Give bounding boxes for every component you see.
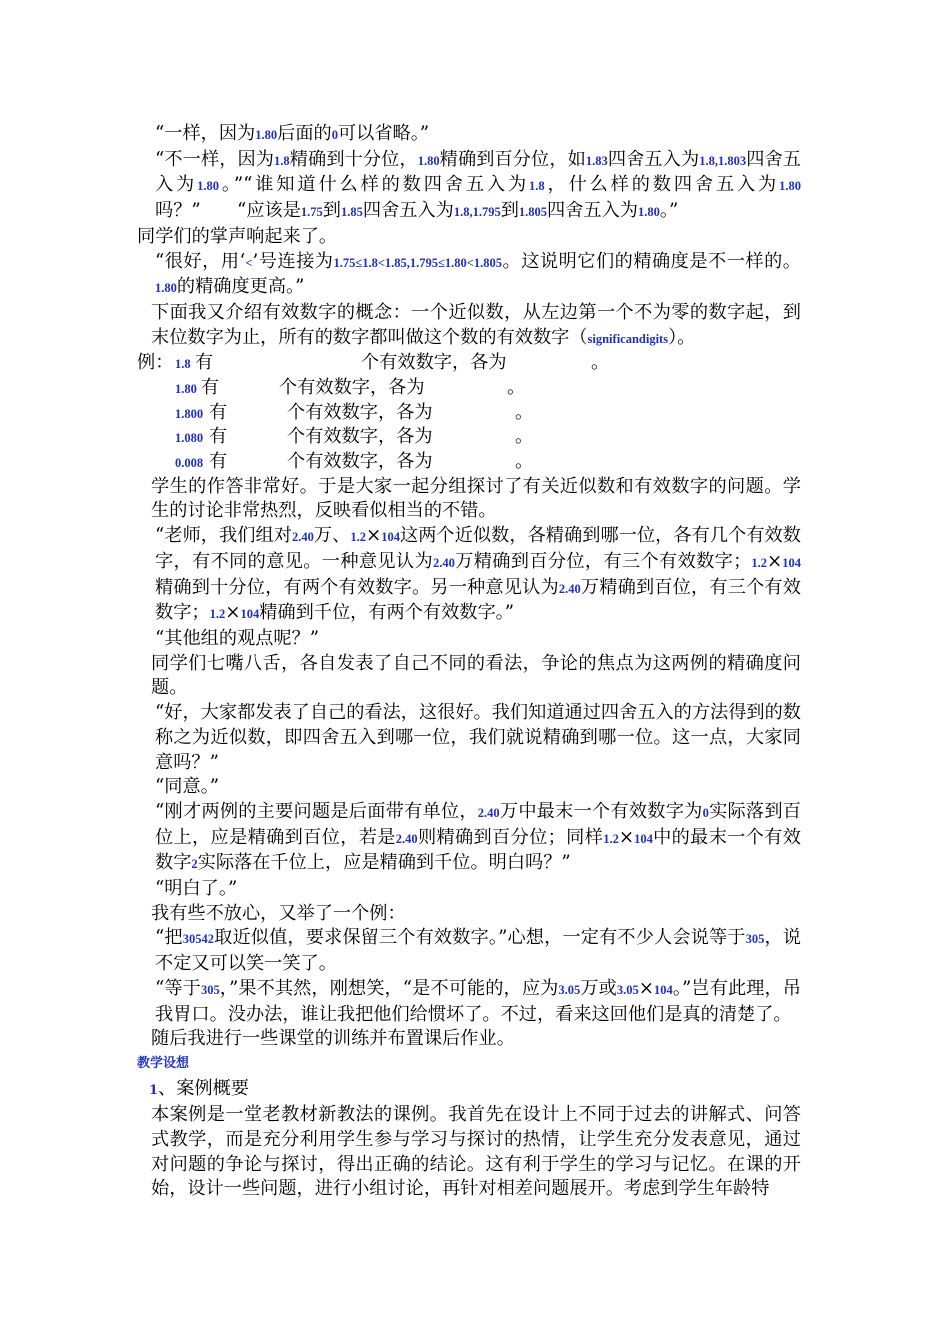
number: 1.80 bbox=[175, 382, 197, 397]
text: 个有效数字，各为 bbox=[287, 401, 433, 423]
text: 。 bbox=[515, 426, 534, 448]
paragraph-16 bbox=[137, 977, 801, 1027]
paragraph-2 bbox=[137, 148, 801, 225]
text: ’号连接为 bbox=[252, 250, 334, 272]
number: 3.05 bbox=[558, 982, 581, 997]
paragraph-14: 我有些不放心，又举了一个例： bbox=[151, 902, 406, 924]
number: 1.8,1.795 bbox=[453, 205, 501, 220]
text: 精确到百分位，如 bbox=[439, 148, 586, 170]
text: 。 bbox=[515, 401, 534, 423]
text: 四舍五入为 bbox=[607, 148, 700, 170]
number: 30542 bbox=[182, 932, 214, 947]
example-row bbox=[137, 351, 801, 376]
text: 实际落到百位上，应是精确到百位，若是 bbox=[155, 800, 801, 848]
number: 1.8 bbox=[529, 179, 545, 194]
text: 。这说明它们的精确度是不一样的。 bbox=[502, 250, 801, 272]
text: “一样，因为 bbox=[155, 123, 256, 144]
paragraph-13: “明白了。” bbox=[155, 878, 238, 900]
text: 万中最末一个有效数字为 bbox=[499, 800, 703, 822]
text: 个有效数字，各为 bbox=[361, 352, 507, 374]
number: 1.80 bbox=[255, 128, 278, 142]
times-sign: × bbox=[365, 525, 382, 547]
text: 个有效数字，各为 bbox=[287, 451, 433, 473]
paragraph-8: “其他组的观点呢？” bbox=[155, 627, 320, 649]
number: 1.80 bbox=[197, 179, 219, 194]
number: 3.05 bbox=[616, 982, 639, 997]
text: 的精确度更高。” bbox=[176, 276, 305, 298]
text: 四舍五入为 bbox=[547, 200, 638, 222]
text: 。 bbox=[515, 451, 534, 473]
paragraph-12 bbox=[137, 800, 801, 877]
paragraph-5 bbox=[137, 301, 801, 351]
number: 2.40 bbox=[291, 530, 314, 545]
text: “很好，用‘ bbox=[155, 250, 246, 272]
number: 1.8 bbox=[175, 357, 191, 372]
number: 1.85 bbox=[341, 205, 363, 220]
paragraph-18: 本案例是一堂老教材新教法的课例。我首先在设计上不同于过去的讲解式、问答式教学，而是充分利用学生参与学习与探讨的热情，让学生充分发表意见，通过对问题的争论与探讨，得出正确的结论。这有利于学生的学习与记忆。在课的开始，设计一些问题，进行小组讨论，再针对相差问题展开。考虑到学生年龄特 bbox=[151, 1104, 801, 1200]
text: “不一样，因为 bbox=[155, 148, 275, 170]
number: 2 bbox=[191, 857, 198, 872]
number: 1.75≤1.8<1.85,1.795≤1.80<1.805 bbox=[333, 255, 503, 270]
text: 个有效数字，各为 bbox=[287, 426, 433, 448]
number: 2.40 bbox=[432, 555, 455, 570]
number: 0 bbox=[331, 128, 338, 142]
number: 1.8 bbox=[274, 153, 290, 168]
text: 。” bbox=[659, 200, 679, 222]
paragraph-7 bbox=[137, 524, 801, 627]
text: 例： bbox=[137, 352, 174, 374]
number: 1.805 bbox=[518, 205, 548, 220]
number: 1.2 bbox=[350, 530, 366, 545]
number: 1.080 bbox=[175, 431, 204, 446]
number: 104 bbox=[240, 607, 260, 622]
document-body bbox=[137, 122, 801, 1202]
text: 可以省略。” bbox=[337, 123, 430, 144]
text: 四舍五入为 bbox=[155, 148, 801, 196]
text: 精确到十分位， bbox=[289, 148, 418, 170]
times-sign: × bbox=[225, 602, 241, 624]
number: 0 bbox=[702, 805, 709, 820]
number: < bbox=[245, 255, 253, 270]
number: 1 bbox=[149, 1082, 159, 1098]
text: 、案例概要 bbox=[158, 1077, 249, 1099]
paragraph-10: “好，大家都发表了自己的看法，这很好。我们知道通过四舍五入的方法得到的数称之为近似数，即四舍五入到哪一位，我们就说精确到哪一位。这一点，大家同意吗？” bbox=[155, 702, 801, 773]
text: 取近似值，要求保留三个有效数字。”心想，一定有不少人会说等于 bbox=[214, 927, 746, 949]
number: 1.75 bbox=[300, 205, 323, 220]
number: 104 bbox=[381, 530, 400, 545]
text: “等于 bbox=[155, 977, 201, 999]
text: 。 bbox=[591, 352, 610, 374]
text: 到 bbox=[322, 200, 341, 222]
number: 2.40 bbox=[558, 581, 581, 596]
number: 1.80 bbox=[417, 153, 440, 168]
example-row bbox=[137, 401, 801, 426]
text: 。”岂有此理，吊我胃口。没办法，谁让我把他们给惯坏了。不过，看来这回他们是真的清楚了。 bbox=[155, 977, 801, 1025]
text: ，说不定又可以笑一笑了。 bbox=[155, 927, 801, 975]
subsection-title bbox=[137, 1077, 801, 1104]
text: ，”果不其然，刚想笑，“是不可能的，应为 bbox=[219, 977, 559, 999]
number: 2.40 bbox=[395, 831, 418, 846]
number: 305 bbox=[745, 932, 765, 947]
text: 有 bbox=[209, 451, 228, 473]
number: 305 bbox=[200, 982, 220, 997]
text: 有 bbox=[201, 377, 220, 399]
text: 则精确到百分位；同样 bbox=[417, 826, 604, 848]
text: 实际落在千位上，应是精确到千位。明白吗？” bbox=[197, 852, 571, 874]
number: 1.80 bbox=[637, 205, 660, 220]
number: 1.80 bbox=[779, 179, 801, 194]
text: “把 bbox=[155, 927, 183, 949]
times-sign: × bbox=[767, 550, 783, 572]
number: 1.800 bbox=[175, 406, 204, 421]
text: 有 bbox=[209, 401, 228, 423]
example-row bbox=[137, 376, 801, 401]
number: 1.83 bbox=[585, 153, 608, 168]
paragraph-17: 随后我进行一些课堂的训练并布置课后作业。 bbox=[151, 1028, 515, 1050]
section-heading: 教学设想 bbox=[137, 1055, 190, 1071]
times-sign: × bbox=[638, 977, 655, 999]
text: “刚才两例的主要问题是后面带有单位， bbox=[155, 800, 478, 822]
text: 精确到十分位，有两个有效数字。另一种意见认为 bbox=[155, 576, 559, 598]
text: 万、 bbox=[313, 525, 351, 547]
paragraph-9: 同学们七嘴八舌，各自发表了自己不同的看法，争论的焦点为这两例的精确度问题。 bbox=[151, 652, 801, 699]
text: 到 bbox=[500, 200, 519, 222]
text: ）。 bbox=[668, 326, 696, 348]
text: 有 bbox=[209, 426, 228, 448]
text: 下面我又介绍有效数字的概念：一个近似数，从左边第一个不为零的数字起，到末位数字为止，所有的数字都叫做这个数的有效数字（ bbox=[151, 301, 801, 348]
text: 万或 bbox=[580, 977, 617, 999]
number: 104 bbox=[654, 982, 673, 997]
example-row bbox=[137, 425, 801, 450]
text: 个有效数字，各为 bbox=[279, 377, 425, 399]
example-row bbox=[137, 450, 801, 475]
number: 1.2 bbox=[209, 607, 226, 622]
text: 中的最末一个有效数字 bbox=[155, 826, 801, 874]
number: significandigits bbox=[587, 331, 669, 346]
number: 1.80 bbox=[155, 281, 177, 296]
text: 。 bbox=[507, 377, 526, 399]
number: 2.40 bbox=[477, 805, 500, 820]
text: 万精确到百分位，有三个有效数字； bbox=[454, 550, 752, 572]
text: 精确到千位，有两个有效数字。” bbox=[259, 602, 515, 624]
paragraph-3: 同学们的掌声响起来了。 bbox=[137, 225, 338, 247]
text: “老师，我们组对 bbox=[155, 525, 292, 547]
text: 吗？” “应该是 bbox=[155, 200, 301, 222]
text: 后面的 bbox=[277, 123, 332, 144]
number: 0.008 bbox=[175, 456, 204, 471]
text: ，什么样的数四舍五入为 bbox=[544, 174, 780, 196]
text: 有 bbox=[195, 352, 214, 374]
text: 万精确到百位，有三个有效数字； bbox=[155, 576, 801, 624]
paragraph-11: “同意。” bbox=[155, 776, 220, 798]
text: 这两个近似数，各精确到哪一位，各有几个有效数字，有不同的意见。一种意见认为 bbox=[155, 525, 801, 572]
paragraph-6: 学生的作答非常好。于是大家一起分组探讨了有关近似数和有效数字的问题。学生的讨论非常热烈，反映看似相当的不错。 bbox=[151, 475, 801, 522]
number: 1.8,1.803 bbox=[699, 153, 747, 168]
text: 四舍五入为 bbox=[362, 200, 454, 222]
number: 104 bbox=[782, 555, 801, 570]
text: 。”“谁知道什么样的数四舍五入为 bbox=[219, 174, 530, 196]
number: 1.2 bbox=[751, 555, 767, 570]
paragraph-1 bbox=[137, 122, 801, 148]
paragraph-4 bbox=[137, 250, 801, 301]
times-sign: × bbox=[618, 826, 635, 848]
paragraph-15 bbox=[137, 926, 801, 976]
number: 104 bbox=[634, 831, 653, 846]
number: 1.2 bbox=[603, 831, 619, 846]
